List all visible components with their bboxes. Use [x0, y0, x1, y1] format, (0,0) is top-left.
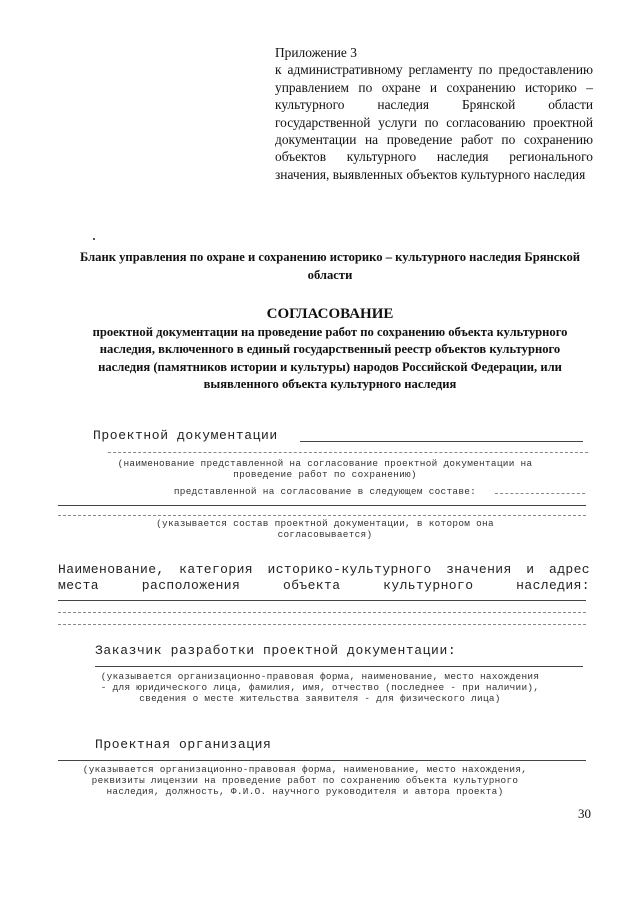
customer-note: (указывается организационно-правовая форма, наименование, место нахождения - для юридического лица, фамилия, имя, отчество (последнее - при наличии), сведения о месте жительства заявителя - для физического лица)	[100, 671, 540, 704]
project-doc-line	[300, 441, 583, 442]
project-doc-composition-line-1	[58, 505, 586, 506]
project-doc-composition-line-2	[58, 515, 586, 516]
customer-line	[95, 666, 583, 667]
page-number: 30	[578, 806, 591, 821]
document-subtitle: проектной документации на проведение работ по сохранению объекта культурного наследия, включенного в единый государственный реестр объектов культурного наследия (памятников истории и культуры) народов Российской Федерации, или выявленного объекта культурного наследия	[92, 325, 568, 391]
project-doc-sub-line	[495, 493, 585, 494]
project-doc-sub-text: представленной на согласование в следующем составе:	[173, 486, 477, 497]
object-name-line-3	[58, 624, 586, 625]
object-name-line-1	[58, 600, 586, 601]
project-doc-note-text: (наименование представленной на согласование проектной документации на проведение работ по сохранению)	[117, 458, 533, 480]
project-org-line	[58, 760, 586, 761]
appendix-block	[275, 44, 593, 183]
project-doc-note	[105, 458, 545, 497]
object-name-label: Наименование, категория историко-культурного значения и адрес места расположения объекта культурного наследия:	[58, 562, 590, 593]
object-name-line-2	[58, 612, 586, 613]
project-org-label: Проектная организация	[95, 737, 272, 752]
document-title: СОГЛАСОВАНИЕ	[266, 306, 394, 322]
appendix-title: Приложение 3	[275, 45, 357, 60]
appendix-text: к административному регламенту по предоставлению управлением по охране и сохранению историко – культурного наследия Брянской области государственной услуги по согласованию проектной документации на проведение работ по сохранению объектов культурного наследия регионального значения, выявленных объектов культурного наследия	[275, 62, 593, 182]
project-org-note: (указывается организационно-правовая форма, наименование, место нахождения, реквизиты лицензии на проведение работ по сохранению объекта культурного наследия, должность, Ф.И.О. научного руководителя и автора проекта)	[82, 764, 528, 797]
blank-header: Бланк управления по охране и сохранению историко – культурного наследия Брянской области	[79, 250, 581, 282]
scan-dot	[93, 238, 95, 240]
project-doc-label: Проектной документации	[93, 428, 278, 443]
project-doc-composition-note: (указывается состав проектной документации, в котором она согласовывается)	[156, 518, 494, 540]
customer-label: Заказчик разработки проектной документации:	[95, 643, 457, 658]
project-doc-dashed-line	[108, 452, 588, 453]
